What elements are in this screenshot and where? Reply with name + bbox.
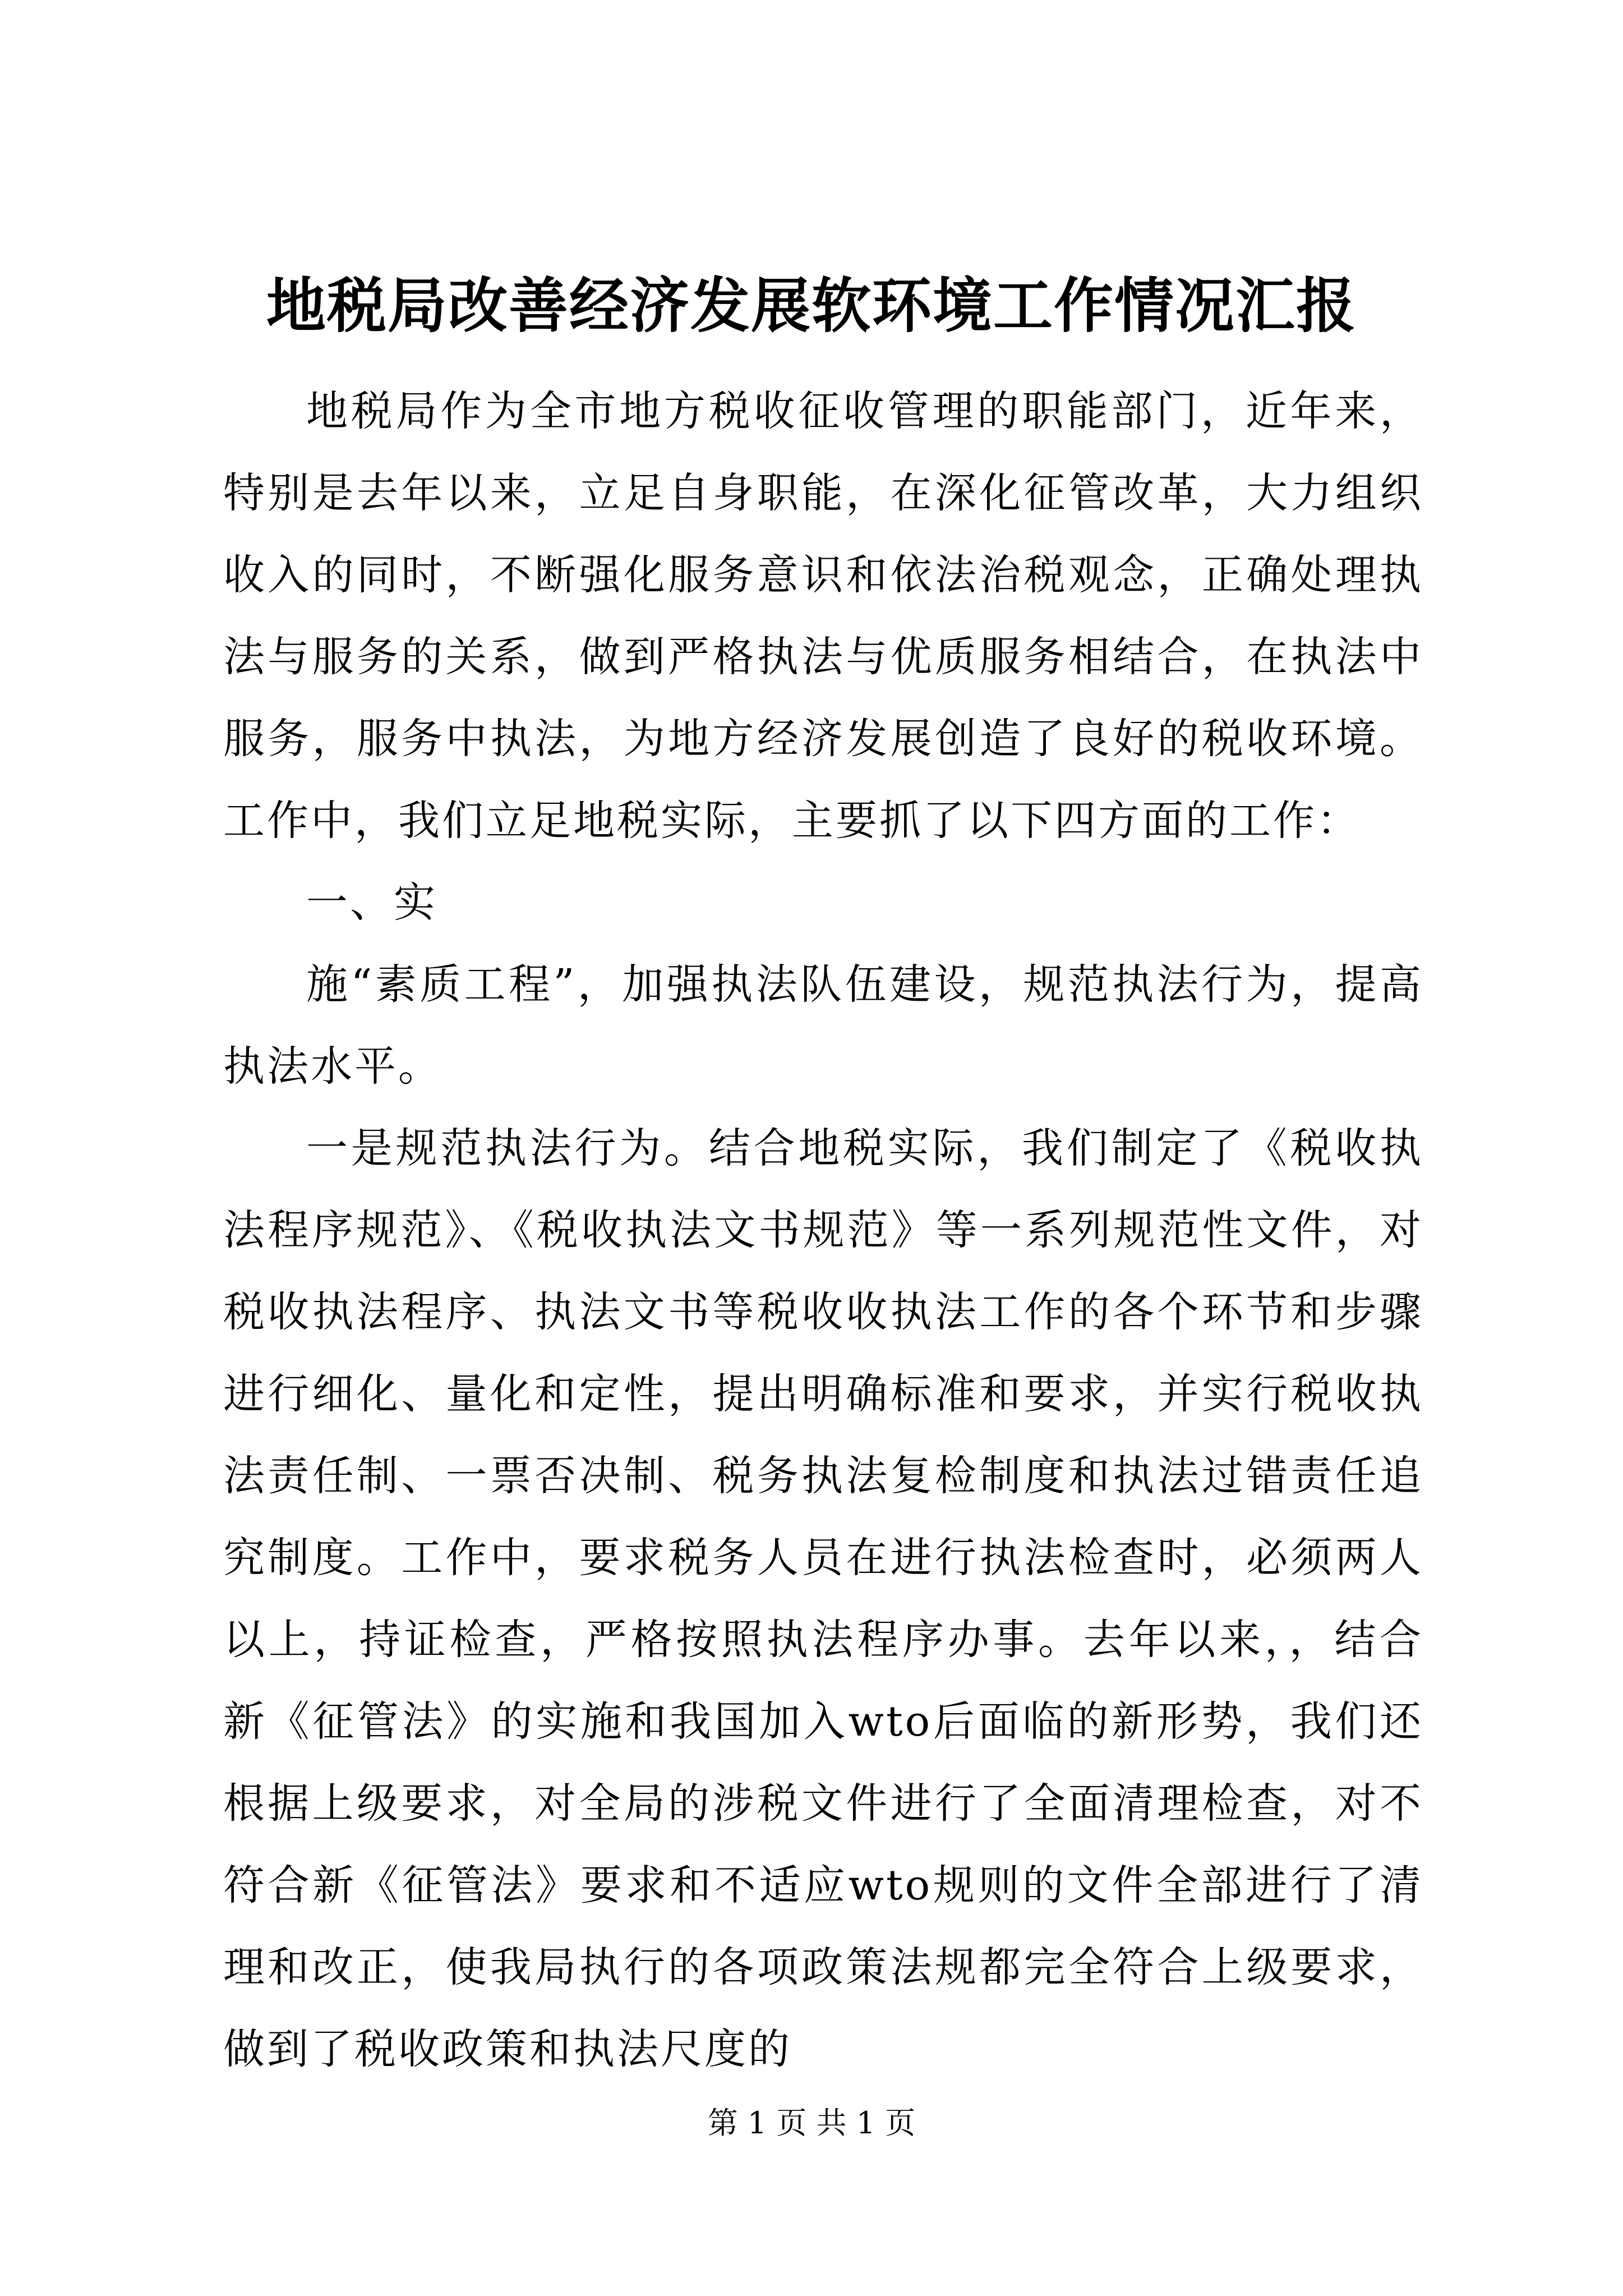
page-number-footer: 第 1 页 共 1 页	[707, 2105, 916, 2141]
paragraph-section-subtitle: 施“素质工程”，加强执法队伍建设，规范执法行为，提高执法水平。	[223, 960, 1423, 1091]
document-title: 地税局改善经济发展软环境工作情况汇报	[266, 270, 1357, 341]
document-body	[223, 370, 1423, 2090]
paragraph-intro: 地税局作为全市地方税收征收管理的职能部门，近年来，特别是去年以来，立足自身职能，在深化征管改革，大力组织收入的同时，不断强化服务意识和依法治税观念，正确处理执法与服务的关系，做到严格执法与优质服务相结合，在执法中服务，服务中执法，为地方经济发展创造了良好的税收环境。工作中，我们立足地税实际，主要抓了以下四方面的工作：	[223, 387, 1423, 845]
paragraph-regulate-enforcement: 一是规范执法行为。结合地税实际，我们制定了《税收执法程序规范》、《税收执法文书规范》等一系列规范性文件，对税收执法程序、执法文书等税收收执法工作的各个环节和步骤进行细化、量化和定性，提出明确标准和要求，并实行税收执法责任制、一票否决制、税务执法复检制度和执法过错责任追究制度。工作中，要求税务人员在进行执法检查时，必须两人以上，持证检查，严格按照执法程序办事。去年以来，，结合新《征管法》的实施和我国加入wto后面临的新形势，我们还根据上级要求，对全局的涉税文件进行了全面清理检查，对不符合新《征管法》要求和不适应wto规则的文件全部进行了清理和改正，使我局执行的各项政策法规都完全符合上级要求，做到了税收政策和执法尺度的	[223, 1124, 1423, 2073]
paragraph-section-heading: 一、实	[306, 878, 437, 927]
